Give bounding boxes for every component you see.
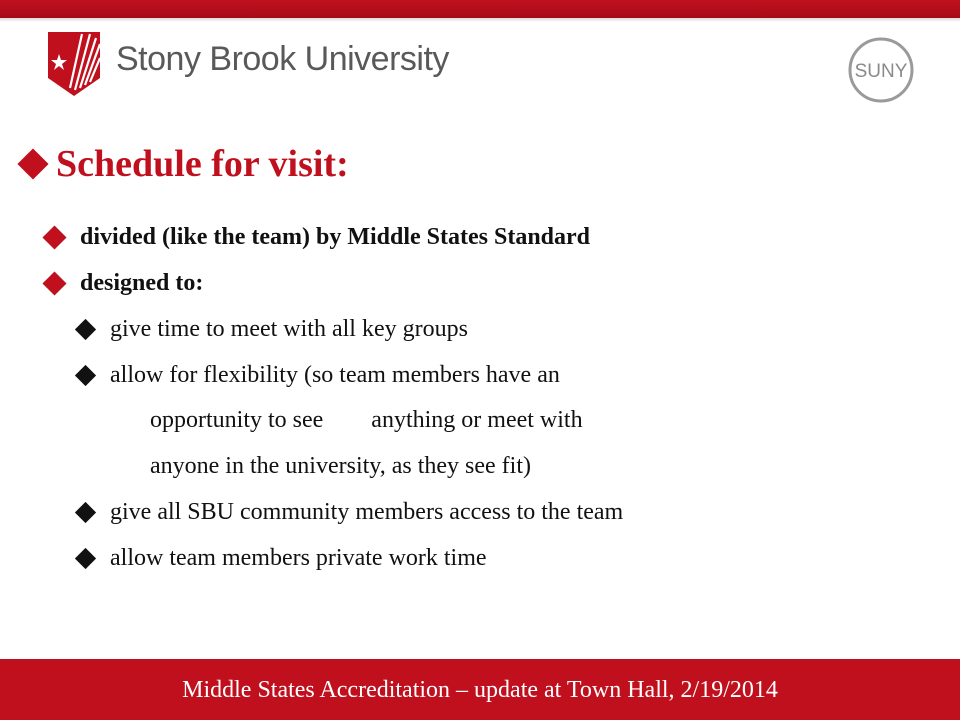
university-name: Stony Brook University xyxy=(116,40,449,78)
slide-title: Schedule for visit: xyxy=(56,143,349,185)
diamond-bullet-icon xyxy=(75,502,96,523)
footer-text: Middle States Accreditation – update at Town Hall, 2/19/2014 xyxy=(182,677,778,703)
top-brand-band xyxy=(0,0,960,18)
sub-bullet-item xyxy=(72,499,623,526)
bullet-text: designed to: xyxy=(80,270,204,296)
sub-bullet-item xyxy=(72,362,560,389)
sub-bullet-text: give time to meet with all key groups xyxy=(110,316,468,342)
top-band-shadow xyxy=(0,18,960,22)
suny-logo xyxy=(847,36,915,104)
stony-brook-logo-icon xyxy=(48,32,100,96)
sub-bullet-text: allow team members private work time xyxy=(110,545,487,571)
diamond-bullet-icon xyxy=(75,319,96,340)
continuation-line: anyone in the university, as they see fit) xyxy=(150,453,531,479)
suny-logo-text: SUNY xyxy=(854,61,908,82)
diamond-bullet-icon xyxy=(42,225,66,249)
sub-bullet-item xyxy=(72,545,487,572)
continuation-line: opportunity to see anything or meet with xyxy=(150,407,583,433)
bullet-item xyxy=(40,224,590,251)
slide-title-row xyxy=(18,142,349,186)
diamond-bullet-icon xyxy=(17,148,48,179)
sub-bullet-text: give all SBU community members access to the team xyxy=(110,499,624,525)
sub-bullet-text: allow for flexibility (so team members have an xyxy=(110,362,560,388)
diamond-bullet-icon xyxy=(75,365,96,386)
bullet-text: divided (like the team) by Middle States Standard xyxy=(80,224,591,250)
diamond-bullet-icon xyxy=(42,271,66,295)
bullet-item xyxy=(40,270,203,297)
diamond-bullet-icon xyxy=(75,548,96,569)
sub-bullet-item xyxy=(72,316,468,343)
